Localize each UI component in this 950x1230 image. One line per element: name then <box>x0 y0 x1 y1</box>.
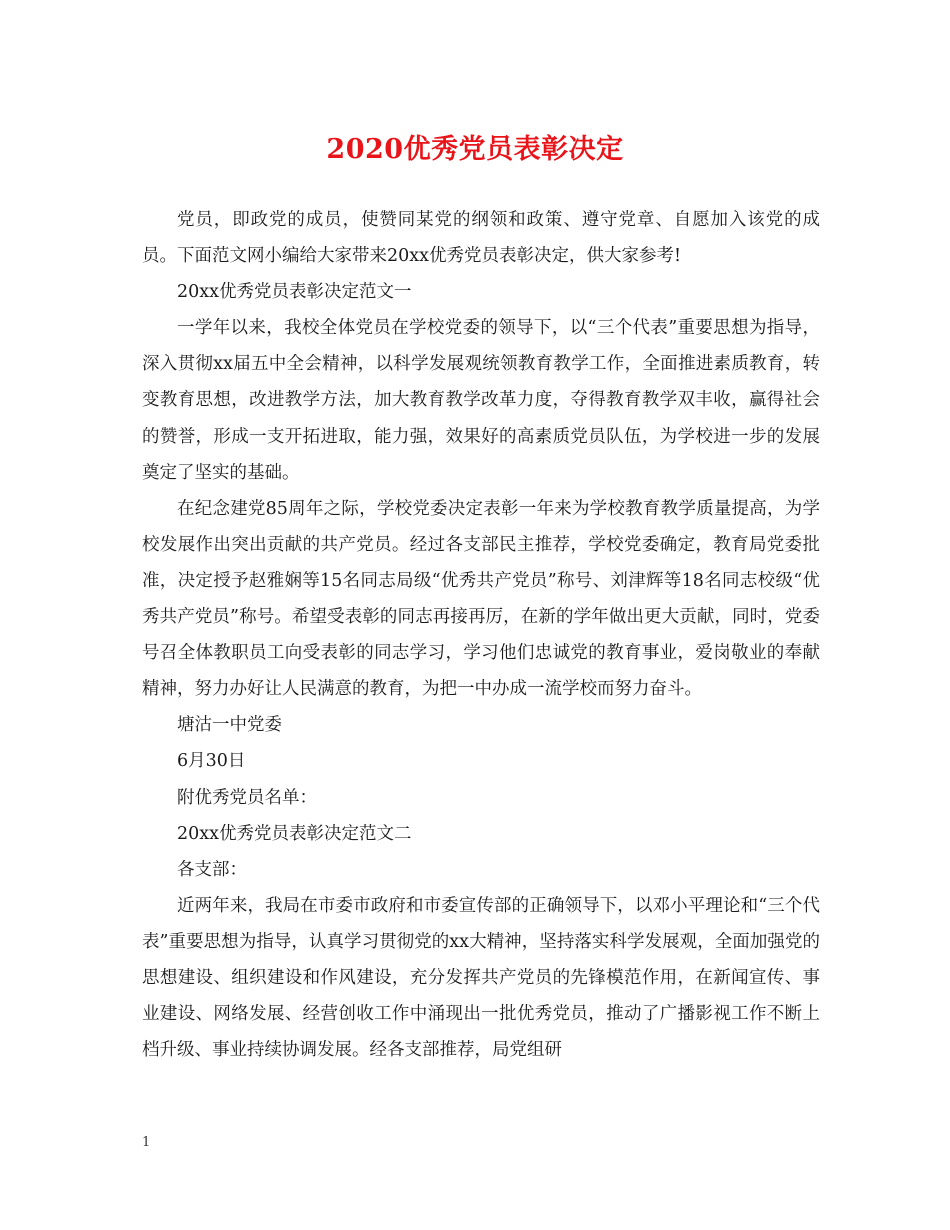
body-paragraph: 在纪念建党85周年之际，学校党委决定表彰一年来为学校教育教学质量提高，为学校发展作出突出贡献的共产党员。经过各支部民主推荐，学校党委确定，教育局党委批准，决定授予赵雅娴等15名同志局级“优秀共产党员”称号、刘津辉等18名同志校级“优秀共产党员”称号。希望受表彰的同志再接再厉，在新的学年做出更大贡献，同时，党委号召全体教职员工向受表彰的同志学习，学习他们忠诚党的教育事业，爱岗敬业的奉献精神，努力办好让人民满意的教育，为把一中办成一流学校而努力奋斗。 <box>142 498 820 700</box>
section-heading-one: 20xx优秀党员表彰决定范文一 <box>177 282 412 303</box>
date-line: 6月30日 <box>177 751 246 772</box>
document-body <box>142 202 820 1068</box>
body-paragraph: 一学年以来，我校全体党员在学校党委的领导下，以“三个代表”重要思想为指导，深入贯彻xx届五中全会精神，以科学发展观统领教育教学工作，全面推进素质教育，转变教育思想，改进教学方法，加大教育教学改革力度，夺得教育教学双丰收，赢得社会的赞誉，形成一支开拓进取，能力强，效果好的高素质党员队伍，为学校进一步的发展奠定了坚实的基础。 <box>142 318 820 483</box>
intro-paragraph: 党员，即政党的成员，使赞同某党的纲领和政策、遵守党章、自愿加入该党的成员。下面范文网小编给大家带来20xx优秀党员表彰决定，供大家参考! <box>142 210 820 267</box>
section-heading-two: 20xx优秀党员表彰决定范文二 <box>177 823 412 844</box>
attachment-line: 附优秀党员名单： <box>177 787 317 808</box>
page-number: 1 <box>142 1135 151 1150</box>
salutation-line: 各支部： <box>177 859 247 880</box>
document-title: 2020优秀党员表彰决定 <box>326 134 624 165</box>
signature-line: 塘沽一中党委 <box>177 715 282 736</box>
body-paragraph: 近两年来，我局在市委市政府和市委宣传部的正确领导下，以邓小平理论和“三个代表”重要思想为指导，认真学习贯彻党的xx大精神，坚持落实科学发展观，全面加强党的思想建设、组织建设和作风建设，充分发挥共产党员的先锋模范作用，在新闻宣传、事业建设、网络发展、经营创收工作中涌现出一批优秀党员，推动了广播影视工作不断上档升级、事业持续协调发展。经各支部推荐，局党组研 <box>142 895 820 1061</box>
